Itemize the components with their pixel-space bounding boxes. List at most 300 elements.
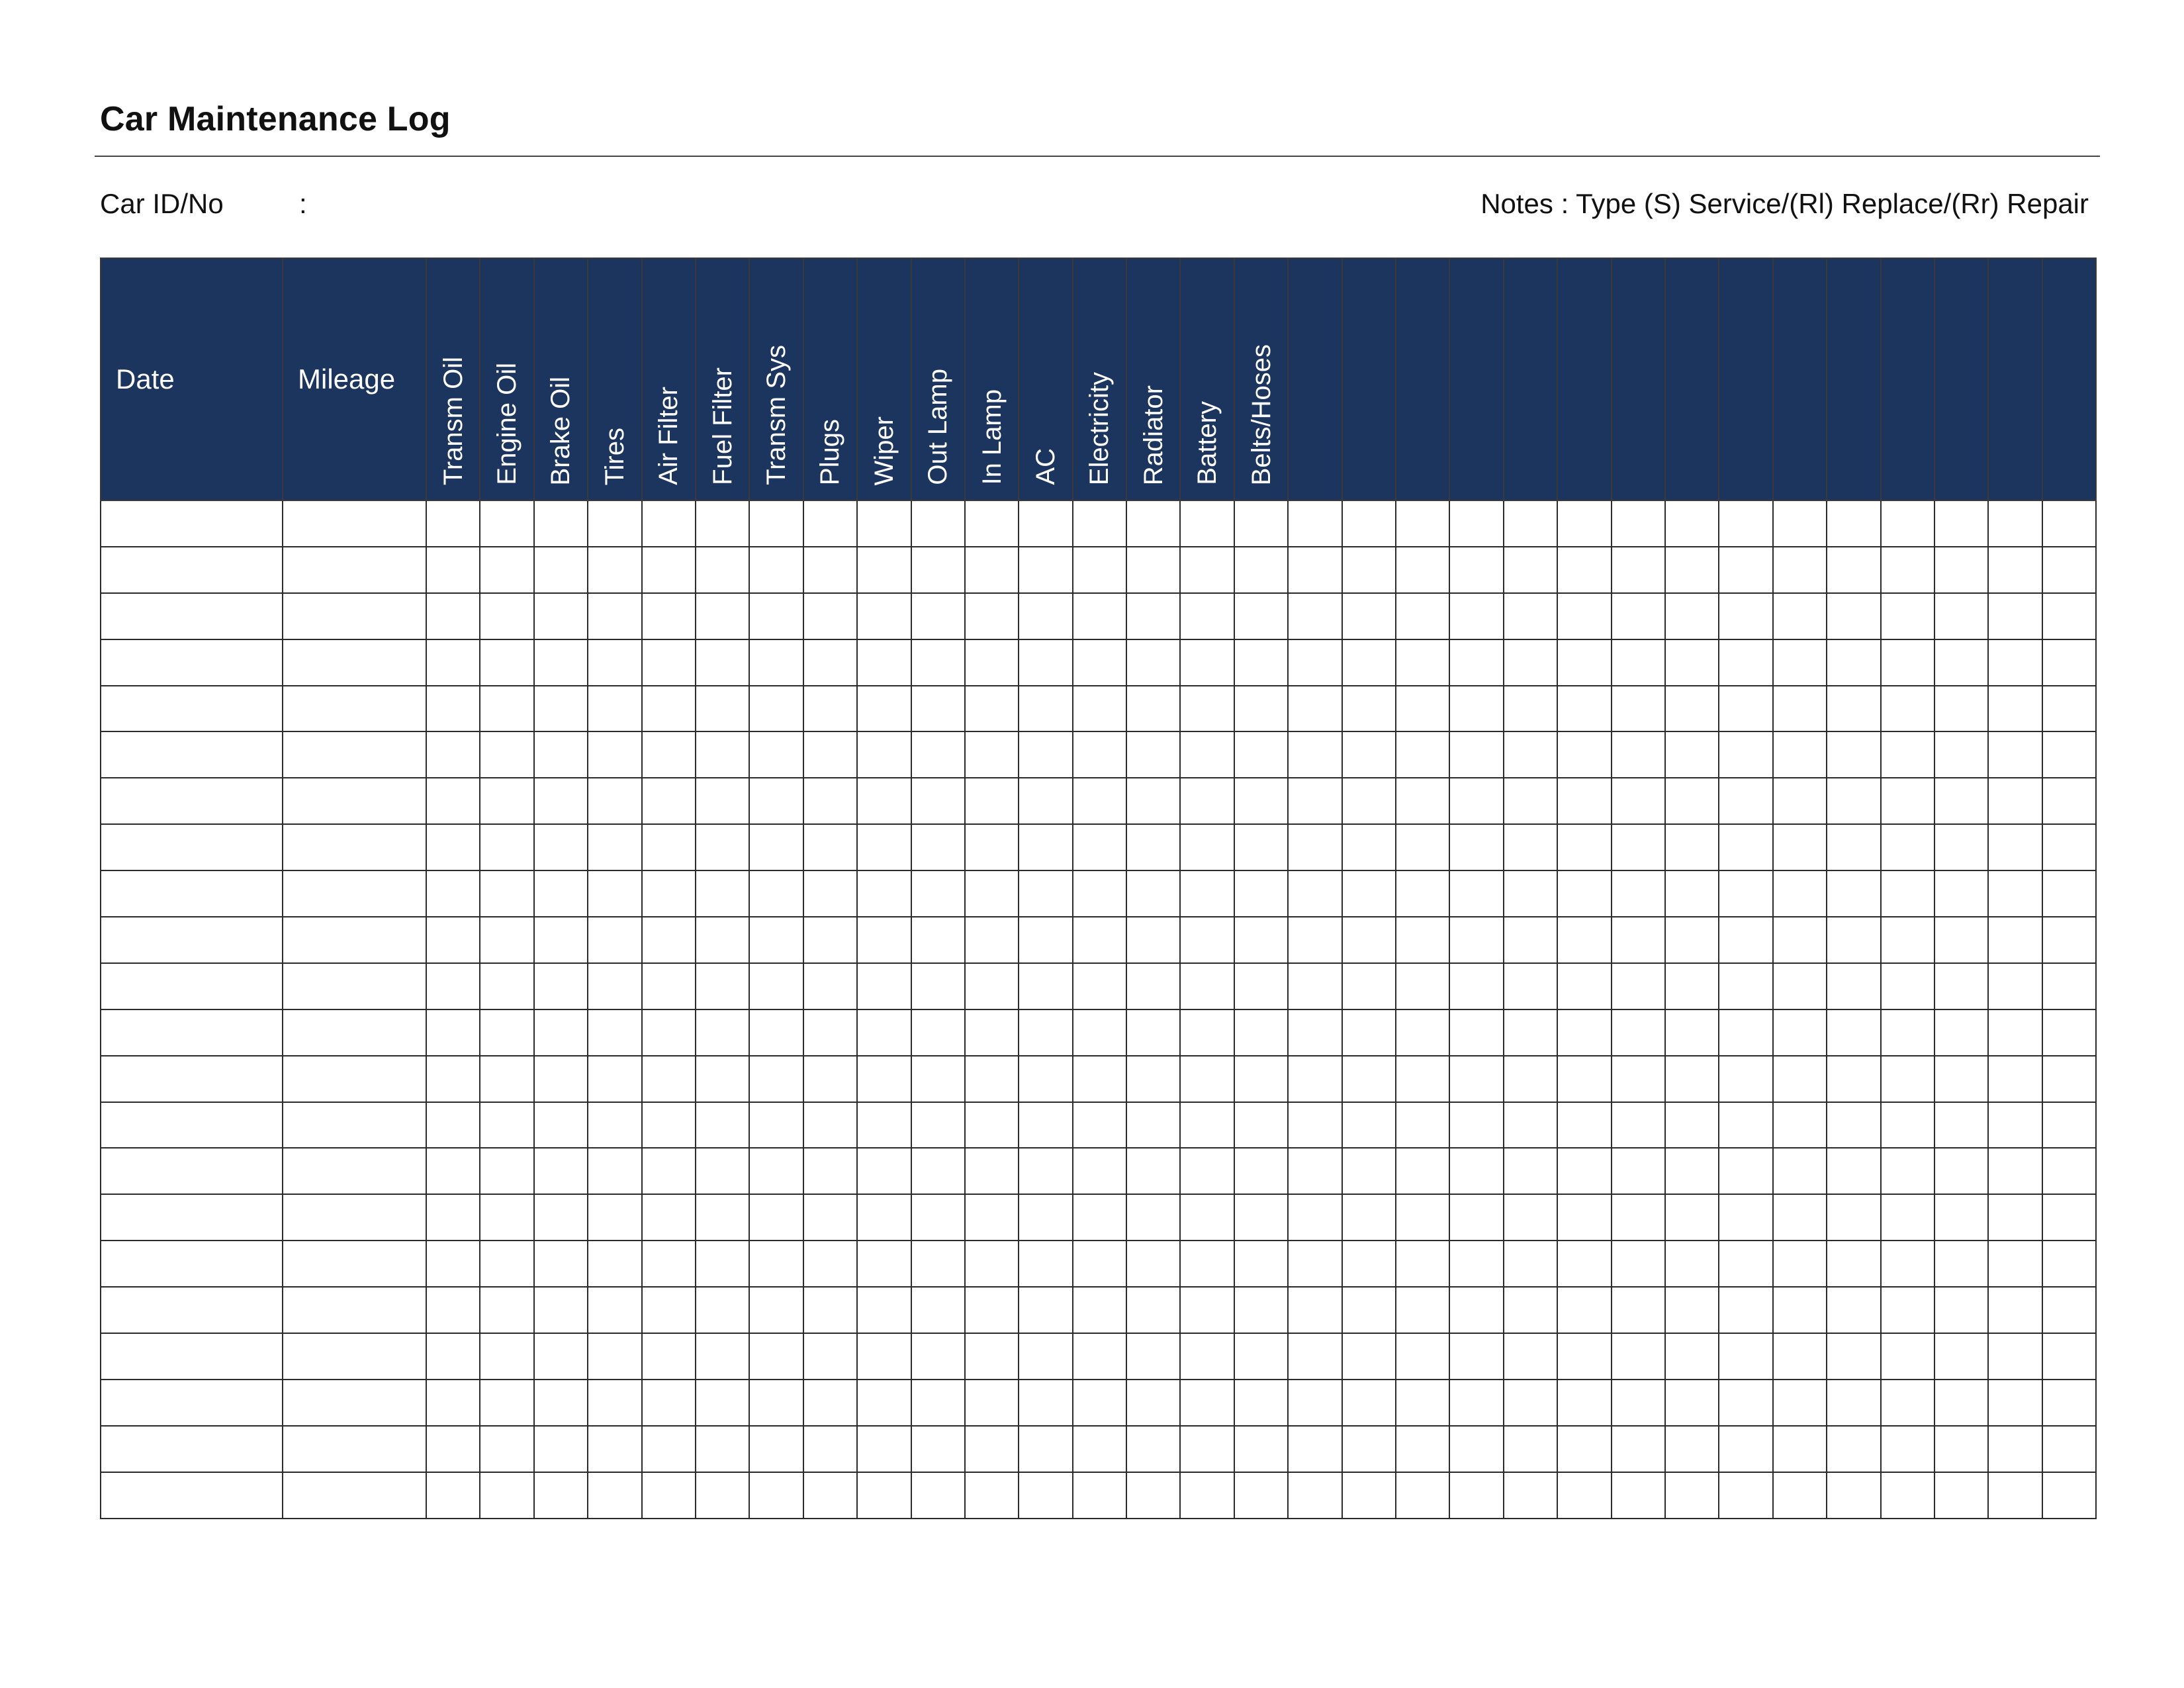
item-cell[interactable] — [1288, 778, 1342, 824]
item-cell[interactable] — [1665, 1333, 1719, 1380]
item-cell[interactable] — [588, 1194, 641, 1241]
item-cell[interactable] — [642, 963, 696, 1009]
item-cell[interactable] — [1827, 1009, 1880, 1056]
item-cell[interactable] — [1988, 639, 2042, 686]
item-cell[interactable] — [1449, 1009, 1503, 1056]
item-cell[interactable] — [1665, 1241, 1719, 1287]
item-cell[interactable] — [749, 963, 803, 1009]
item-cell[interactable] — [696, 824, 749, 870]
item-cell[interactable] — [1827, 963, 1880, 1009]
item-cell[interactable] — [1612, 731, 1665, 778]
item-cell[interactable] — [1557, 1241, 1611, 1287]
item-cell[interactable] — [1934, 1009, 1988, 1056]
item-cell[interactable] — [1612, 1194, 1665, 1241]
item-cell[interactable] — [1719, 824, 1772, 870]
item-cell[interactable] — [2042, 686, 2096, 732]
item-cell[interactable] — [696, 639, 749, 686]
item-cell[interactable] — [1342, 1194, 1396, 1241]
item-cell[interactable] — [857, 1287, 911, 1333]
item-cell[interactable] — [1827, 1472, 1880, 1519]
item-cell[interactable] — [1612, 1102, 1665, 1149]
item-cell[interactable] — [1719, 917, 1772, 963]
item-cell[interactable] — [1773, 547, 1827, 593]
item-cell[interactable] — [1449, 1148, 1503, 1194]
item-cell[interactable] — [1449, 1426, 1503, 1472]
item-cell[interactable] — [1234, 1380, 1288, 1426]
item-cell[interactable] — [426, 1102, 480, 1149]
item-cell[interactable] — [1449, 593, 1503, 639]
item-cell[interactable] — [1288, 1148, 1342, 1194]
item-cell[interactable] — [588, 1148, 641, 1194]
item-cell[interactable] — [588, 639, 641, 686]
item-cell[interactable] — [1988, 1287, 2042, 1333]
item-cell[interactable] — [1396, 963, 1449, 1009]
item-cell[interactable] — [1881, 1194, 1934, 1241]
item-cell[interactable] — [1557, 1056, 1611, 1102]
item-cell[interactable] — [1504, 963, 1557, 1009]
item-cell[interactable] — [1073, 1287, 1126, 1333]
item-cell[interactable] — [1665, 731, 1719, 778]
item-cell[interactable] — [911, 1194, 965, 1241]
item-cell[interactable] — [1073, 1426, 1126, 1472]
item-cell[interactable] — [1557, 1194, 1611, 1241]
item-cell[interactable] — [426, 963, 480, 1009]
date-cell[interactable] — [101, 1056, 283, 1102]
date-cell[interactable] — [101, 686, 283, 732]
item-cell[interactable] — [803, 1472, 857, 1519]
item-cell[interactable] — [588, 500, 641, 547]
item-cell[interactable] — [749, 686, 803, 732]
item-cell[interactable] — [1019, 547, 1072, 593]
item-cell[interactable] — [1019, 1102, 1072, 1149]
item-cell[interactable] — [534, 686, 588, 732]
item-cell[interactable] — [1665, 778, 1719, 824]
item-cell[interactable] — [480, 1056, 533, 1102]
item-cell[interactable] — [749, 639, 803, 686]
item-cell[interactable] — [857, 1241, 911, 1287]
item-cell[interactable] — [1665, 1148, 1719, 1194]
item-cell[interactable] — [857, 1009, 911, 1056]
item-cell[interactable] — [1396, 1472, 1449, 1519]
date-cell[interactable] — [101, 500, 283, 547]
item-cell[interactable] — [426, 547, 480, 593]
item-cell[interactable] — [1396, 1333, 1449, 1380]
item-cell[interactable] — [1073, 824, 1126, 870]
date-cell[interactable] — [101, 593, 283, 639]
item-cell[interactable] — [1126, 917, 1180, 963]
item-cell[interactable] — [480, 639, 533, 686]
item-cell[interactable] — [1719, 1380, 1772, 1426]
item-cell[interactable] — [1934, 1333, 1988, 1380]
item-cell[interactable] — [696, 778, 749, 824]
item-cell[interactable] — [1827, 547, 1880, 593]
item-cell[interactable] — [1773, 1241, 1827, 1287]
item-cell[interactable] — [2042, 547, 2096, 593]
item-cell[interactable] — [1773, 1148, 1827, 1194]
item-cell[interactable] — [857, 731, 911, 778]
item-cell[interactable] — [1665, 1056, 1719, 1102]
item-cell[interactable] — [1019, 639, 1072, 686]
item-cell[interactable] — [588, 917, 641, 963]
item-cell[interactable] — [1557, 917, 1611, 963]
item-cell[interactable] — [534, 731, 588, 778]
item-cell[interactable] — [1557, 1102, 1611, 1149]
item-cell[interactable] — [965, 1241, 1019, 1287]
item-cell[interactable] — [1665, 547, 1719, 593]
item-cell[interactable] — [1234, 1241, 1288, 1287]
item-cell[interactable] — [1719, 731, 1772, 778]
item-cell[interactable] — [1180, 1148, 1234, 1194]
item-cell[interactable] — [965, 824, 1019, 870]
item-cell[interactable] — [803, 1009, 857, 1056]
item-cell[interactable] — [749, 824, 803, 870]
item-cell[interactable] — [1773, 1194, 1827, 1241]
item-cell[interactable] — [1504, 731, 1557, 778]
item-cell[interactable] — [965, 1194, 1019, 1241]
item-cell[interactable] — [588, 1241, 641, 1287]
item-cell[interactable] — [1073, 1056, 1126, 1102]
item-cell[interactable] — [534, 500, 588, 547]
item-cell[interactable] — [749, 1426, 803, 1472]
date-cell[interactable] — [101, 547, 283, 593]
item-cell[interactable] — [534, 963, 588, 1009]
item-cell[interactable] — [749, 870, 803, 917]
item-cell[interactable] — [696, 731, 749, 778]
item-cell[interactable] — [1073, 917, 1126, 963]
item-cell[interactable] — [1396, 824, 1449, 870]
item-cell[interactable] — [1073, 1333, 1126, 1380]
item-cell[interactable] — [1019, 1009, 1072, 1056]
item-cell[interactable] — [1665, 1426, 1719, 1472]
item-cell[interactable] — [1396, 500, 1449, 547]
item-cell[interactable] — [480, 731, 533, 778]
item-cell[interactable] — [1827, 1426, 1880, 1472]
item-cell[interactable] — [1504, 593, 1557, 639]
item-cell[interactable] — [1073, 1009, 1126, 1056]
item-cell[interactable] — [1988, 1426, 2042, 1472]
item-cell[interactable] — [1449, 639, 1503, 686]
item-cell[interactable] — [1504, 1102, 1557, 1149]
item-cell[interactable] — [642, 1148, 696, 1194]
item-cell[interactable] — [1288, 1009, 1342, 1056]
item-cell[interactable] — [1719, 1426, 1772, 1472]
item-cell[interactable] — [1449, 547, 1503, 593]
item-cell[interactable] — [588, 1472, 641, 1519]
item-cell[interactable] — [749, 547, 803, 593]
item-cell[interactable] — [2042, 1333, 2096, 1380]
item-cell[interactable] — [1934, 593, 1988, 639]
item-cell[interactable] — [803, 593, 857, 639]
item-cell[interactable] — [642, 917, 696, 963]
item-cell[interactable] — [642, 639, 696, 686]
item-cell[interactable] — [1881, 870, 1934, 917]
item-cell[interactable] — [696, 1056, 749, 1102]
item-cell[interactable] — [1612, 1380, 1665, 1426]
item-cell[interactable] — [696, 1194, 749, 1241]
item-cell[interactable] — [696, 1333, 749, 1380]
item-cell[interactable] — [1180, 778, 1234, 824]
item-cell[interactable] — [696, 963, 749, 1009]
item-cell[interactable] — [1719, 1287, 1772, 1333]
item-cell[interactable] — [857, 1333, 911, 1380]
item-cell[interactable] — [1180, 547, 1234, 593]
item-cell[interactable] — [1988, 1102, 2042, 1149]
mileage-cell[interactable] — [283, 686, 426, 732]
item-cell[interactable] — [642, 1380, 696, 1426]
item-cell[interactable] — [2042, 639, 2096, 686]
item-cell[interactable] — [1612, 1333, 1665, 1380]
item-cell[interactable] — [1342, 1148, 1396, 1194]
item-cell[interactable] — [1557, 686, 1611, 732]
item-cell[interactable] — [1396, 686, 1449, 732]
item-cell[interactable] — [1612, 1009, 1665, 1056]
item-cell[interactable] — [857, 778, 911, 824]
item-cell[interactable] — [426, 917, 480, 963]
item-cell[interactable] — [1126, 824, 1180, 870]
item-cell[interactable] — [1396, 593, 1449, 639]
item-cell[interactable] — [1881, 1472, 1934, 1519]
item-cell[interactable] — [1557, 1148, 1611, 1194]
item-cell[interactable] — [1827, 639, 1880, 686]
item-cell[interactable] — [426, 870, 480, 917]
item-cell[interactable] — [588, 1426, 641, 1472]
item-cell[interactable] — [426, 731, 480, 778]
item-cell[interactable] — [803, 731, 857, 778]
item-cell[interactable] — [1665, 1009, 1719, 1056]
item-cell[interactable] — [480, 917, 533, 963]
item-cell[interactable] — [803, 500, 857, 547]
mileage-cell[interactable] — [283, 1380, 426, 1426]
item-cell[interactable] — [1719, 1472, 1772, 1519]
item-cell[interactable] — [534, 778, 588, 824]
item-cell[interactable] — [911, 639, 965, 686]
item-cell[interactable] — [1073, 639, 1126, 686]
item-cell[interactable] — [1665, 1194, 1719, 1241]
item-cell[interactable] — [749, 1241, 803, 1287]
item-cell[interactable] — [1180, 500, 1234, 547]
item-cell[interactable] — [965, 1148, 1019, 1194]
item-cell[interactable] — [857, 1472, 911, 1519]
item-cell[interactable] — [1180, 1241, 1234, 1287]
item-cell[interactable] — [588, 1056, 641, 1102]
item-cell[interactable] — [1504, 824, 1557, 870]
item-cell[interactable] — [534, 1472, 588, 1519]
item-cell[interactable] — [1827, 1148, 1880, 1194]
item-cell[interactable] — [1881, 1009, 1934, 1056]
item-cell[interactable] — [1126, 870, 1180, 917]
item-cell[interactable] — [534, 1380, 588, 1426]
item-cell[interactable] — [1449, 1241, 1503, 1287]
item-cell[interactable] — [1719, 500, 1772, 547]
item-cell[interactable] — [1827, 1333, 1880, 1380]
item-cell[interactable] — [1342, 870, 1396, 917]
item-cell[interactable] — [1234, 1102, 1288, 1149]
item-cell[interactable] — [1719, 1333, 1772, 1380]
item-cell[interactable] — [1180, 917, 1234, 963]
item-cell[interactable] — [1612, 824, 1665, 870]
item-cell[interactable] — [1557, 1333, 1611, 1380]
item-cell[interactable] — [749, 731, 803, 778]
item-cell[interactable] — [2042, 824, 2096, 870]
item-cell[interactable] — [2042, 917, 2096, 963]
item-cell[interactable] — [1665, 639, 1719, 686]
item-cell[interactable] — [1449, 1056, 1503, 1102]
item-cell[interactable] — [426, 1333, 480, 1380]
item-cell[interactable] — [1934, 1194, 1988, 1241]
item-cell[interactable] — [1827, 1102, 1880, 1149]
item-cell[interactable] — [534, 639, 588, 686]
item-cell[interactable] — [1234, 731, 1288, 778]
item-cell[interactable] — [1342, 1287, 1396, 1333]
item-cell[interactable] — [1073, 1472, 1126, 1519]
item-cell[interactable] — [1073, 686, 1126, 732]
item-cell[interactable] — [1719, 963, 1772, 1009]
item-cell[interactable] — [1449, 1333, 1503, 1380]
item-cell[interactable] — [1504, 1241, 1557, 1287]
item-cell[interactable] — [749, 500, 803, 547]
item-cell[interactable] — [2042, 1241, 2096, 1287]
item-cell[interactable] — [1396, 1056, 1449, 1102]
item-cell[interactable] — [911, 1333, 965, 1380]
item-cell[interactable] — [965, 1380, 1019, 1426]
item-cell[interactable] — [1288, 593, 1342, 639]
item-cell[interactable] — [1234, 778, 1288, 824]
mileage-cell[interactable] — [283, 500, 426, 547]
item-cell[interactable] — [642, 1472, 696, 1519]
item-cell[interactable] — [1234, 639, 1288, 686]
item-cell[interactable] — [1288, 1333, 1342, 1380]
item-cell[interactable] — [1073, 1380, 1126, 1426]
item-cell[interactable] — [1073, 963, 1126, 1009]
item-cell[interactable] — [696, 1102, 749, 1149]
item-cell[interactable] — [426, 1287, 480, 1333]
item-cell[interactable] — [1934, 1426, 1988, 1472]
date-cell[interactable] — [101, 778, 283, 824]
item-cell[interactable] — [1126, 1472, 1180, 1519]
item-cell[interactable] — [1773, 778, 1827, 824]
item-cell[interactable] — [1342, 1009, 1396, 1056]
item-cell[interactable] — [1504, 917, 1557, 963]
item-cell[interactable] — [965, 1056, 1019, 1102]
item-cell[interactable] — [1719, 593, 1772, 639]
item-cell[interactable] — [1126, 1333, 1180, 1380]
item-cell[interactable] — [588, 824, 641, 870]
item-cell[interactable] — [1827, 1194, 1880, 1241]
item-cell[interactable] — [911, 1426, 965, 1472]
item-cell[interactable] — [1881, 1333, 1934, 1380]
item-cell[interactable] — [1342, 963, 1396, 1009]
item-cell[interactable] — [749, 1148, 803, 1194]
item-cell[interactable] — [1180, 731, 1234, 778]
item-cell[interactable] — [1234, 1287, 1288, 1333]
item-cell[interactable] — [2042, 731, 2096, 778]
item-cell[interactable] — [480, 1241, 533, 1287]
item-cell[interactable] — [1126, 1426, 1180, 1472]
item-cell[interactable] — [965, 731, 1019, 778]
item-cell[interactable] — [1557, 1380, 1611, 1426]
item-cell[interactable] — [1827, 824, 1880, 870]
mileage-cell[interactable] — [283, 639, 426, 686]
item-cell[interactable] — [1504, 686, 1557, 732]
date-cell[interactable] — [101, 870, 283, 917]
item-cell[interactable] — [1126, 1148, 1180, 1194]
date-cell[interactable] — [101, 1426, 283, 1472]
item-cell[interactable] — [1019, 1194, 1072, 1241]
item-cell[interactable] — [1180, 1287, 1234, 1333]
item-cell[interactable] — [1019, 824, 1072, 870]
item-cell[interactable] — [1827, 1241, 1880, 1287]
item-cell[interactable] — [965, 1102, 1019, 1149]
date-cell[interactable] — [101, 1241, 283, 1287]
item-cell[interactable] — [1988, 870, 2042, 917]
item-cell[interactable] — [911, 731, 965, 778]
item-cell[interactable] — [1665, 500, 1719, 547]
item-cell[interactable] — [1396, 1287, 1449, 1333]
item-cell[interactable] — [1719, 1009, 1772, 1056]
item-cell[interactable] — [1288, 1287, 1342, 1333]
mileage-cell[interactable] — [283, 1287, 426, 1333]
item-cell[interactable] — [534, 917, 588, 963]
item-cell[interactable] — [1988, 1056, 2042, 1102]
item-cell[interactable] — [534, 824, 588, 870]
item-cell[interactable] — [1988, 1472, 2042, 1519]
item-cell[interactable] — [480, 824, 533, 870]
item-cell[interactable] — [642, 1009, 696, 1056]
item-cell[interactable] — [480, 1009, 533, 1056]
item-cell[interactable] — [1126, 1102, 1180, 1149]
item-cell[interactable] — [1934, 778, 1988, 824]
item-cell[interactable] — [642, 1056, 696, 1102]
item-cell[interactable] — [911, 500, 965, 547]
item-cell[interactable] — [965, 917, 1019, 963]
item-cell[interactable] — [2042, 1102, 2096, 1149]
item-cell[interactable] — [1665, 963, 1719, 1009]
item-cell[interactable] — [534, 1194, 588, 1241]
item-cell[interactable] — [1073, 1241, 1126, 1287]
item-cell[interactable] — [1773, 1287, 1827, 1333]
item-cell[interactable] — [1342, 1472, 1396, 1519]
item-cell[interactable] — [426, 824, 480, 870]
date-cell[interactable] — [101, 731, 283, 778]
item-cell[interactable] — [1019, 778, 1072, 824]
item-cell[interactable] — [1773, 917, 1827, 963]
item-cell[interactable] — [1449, 917, 1503, 963]
item-cell[interactable] — [534, 1241, 588, 1287]
item-cell[interactable] — [1019, 1472, 1072, 1519]
item-cell[interactable] — [696, 500, 749, 547]
item-cell[interactable] — [803, 870, 857, 917]
item-cell[interactable] — [1665, 870, 1719, 917]
item-cell[interactable] — [1234, 963, 1288, 1009]
item-cell[interactable] — [2042, 1287, 2096, 1333]
item-cell[interactable] — [1449, 686, 1503, 732]
item-cell[interactable] — [1557, 1009, 1611, 1056]
mileage-cell[interactable] — [283, 870, 426, 917]
item-cell[interactable] — [1988, 1241, 2042, 1287]
item-cell[interactable] — [1773, 1009, 1827, 1056]
item-cell[interactable] — [1234, 1194, 1288, 1241]
mileage-cell[interactable] — [283, 593, 426, 639]
item-cell[interactable] — [1396, 1148, 1449, 1194]
item-cell[interactable] — [965, 1287, 1019, 1333]
item-cell[interactable] — [1396, 917, 1449, 963]
item-cell[interactable] — [803, 778, 857, 824]
item-cell[interactable] — [803, 1333, 857, 1380]
item-cell[interactable] — [911, 963, 965, 1009]
date-cell[interactable] — [101, 1287, 283, 1333]
item-cell[interactable] — [1288, 500, 1342, 547]
item-cell[interactable] — [1557, 1426, 1611, 1472]
